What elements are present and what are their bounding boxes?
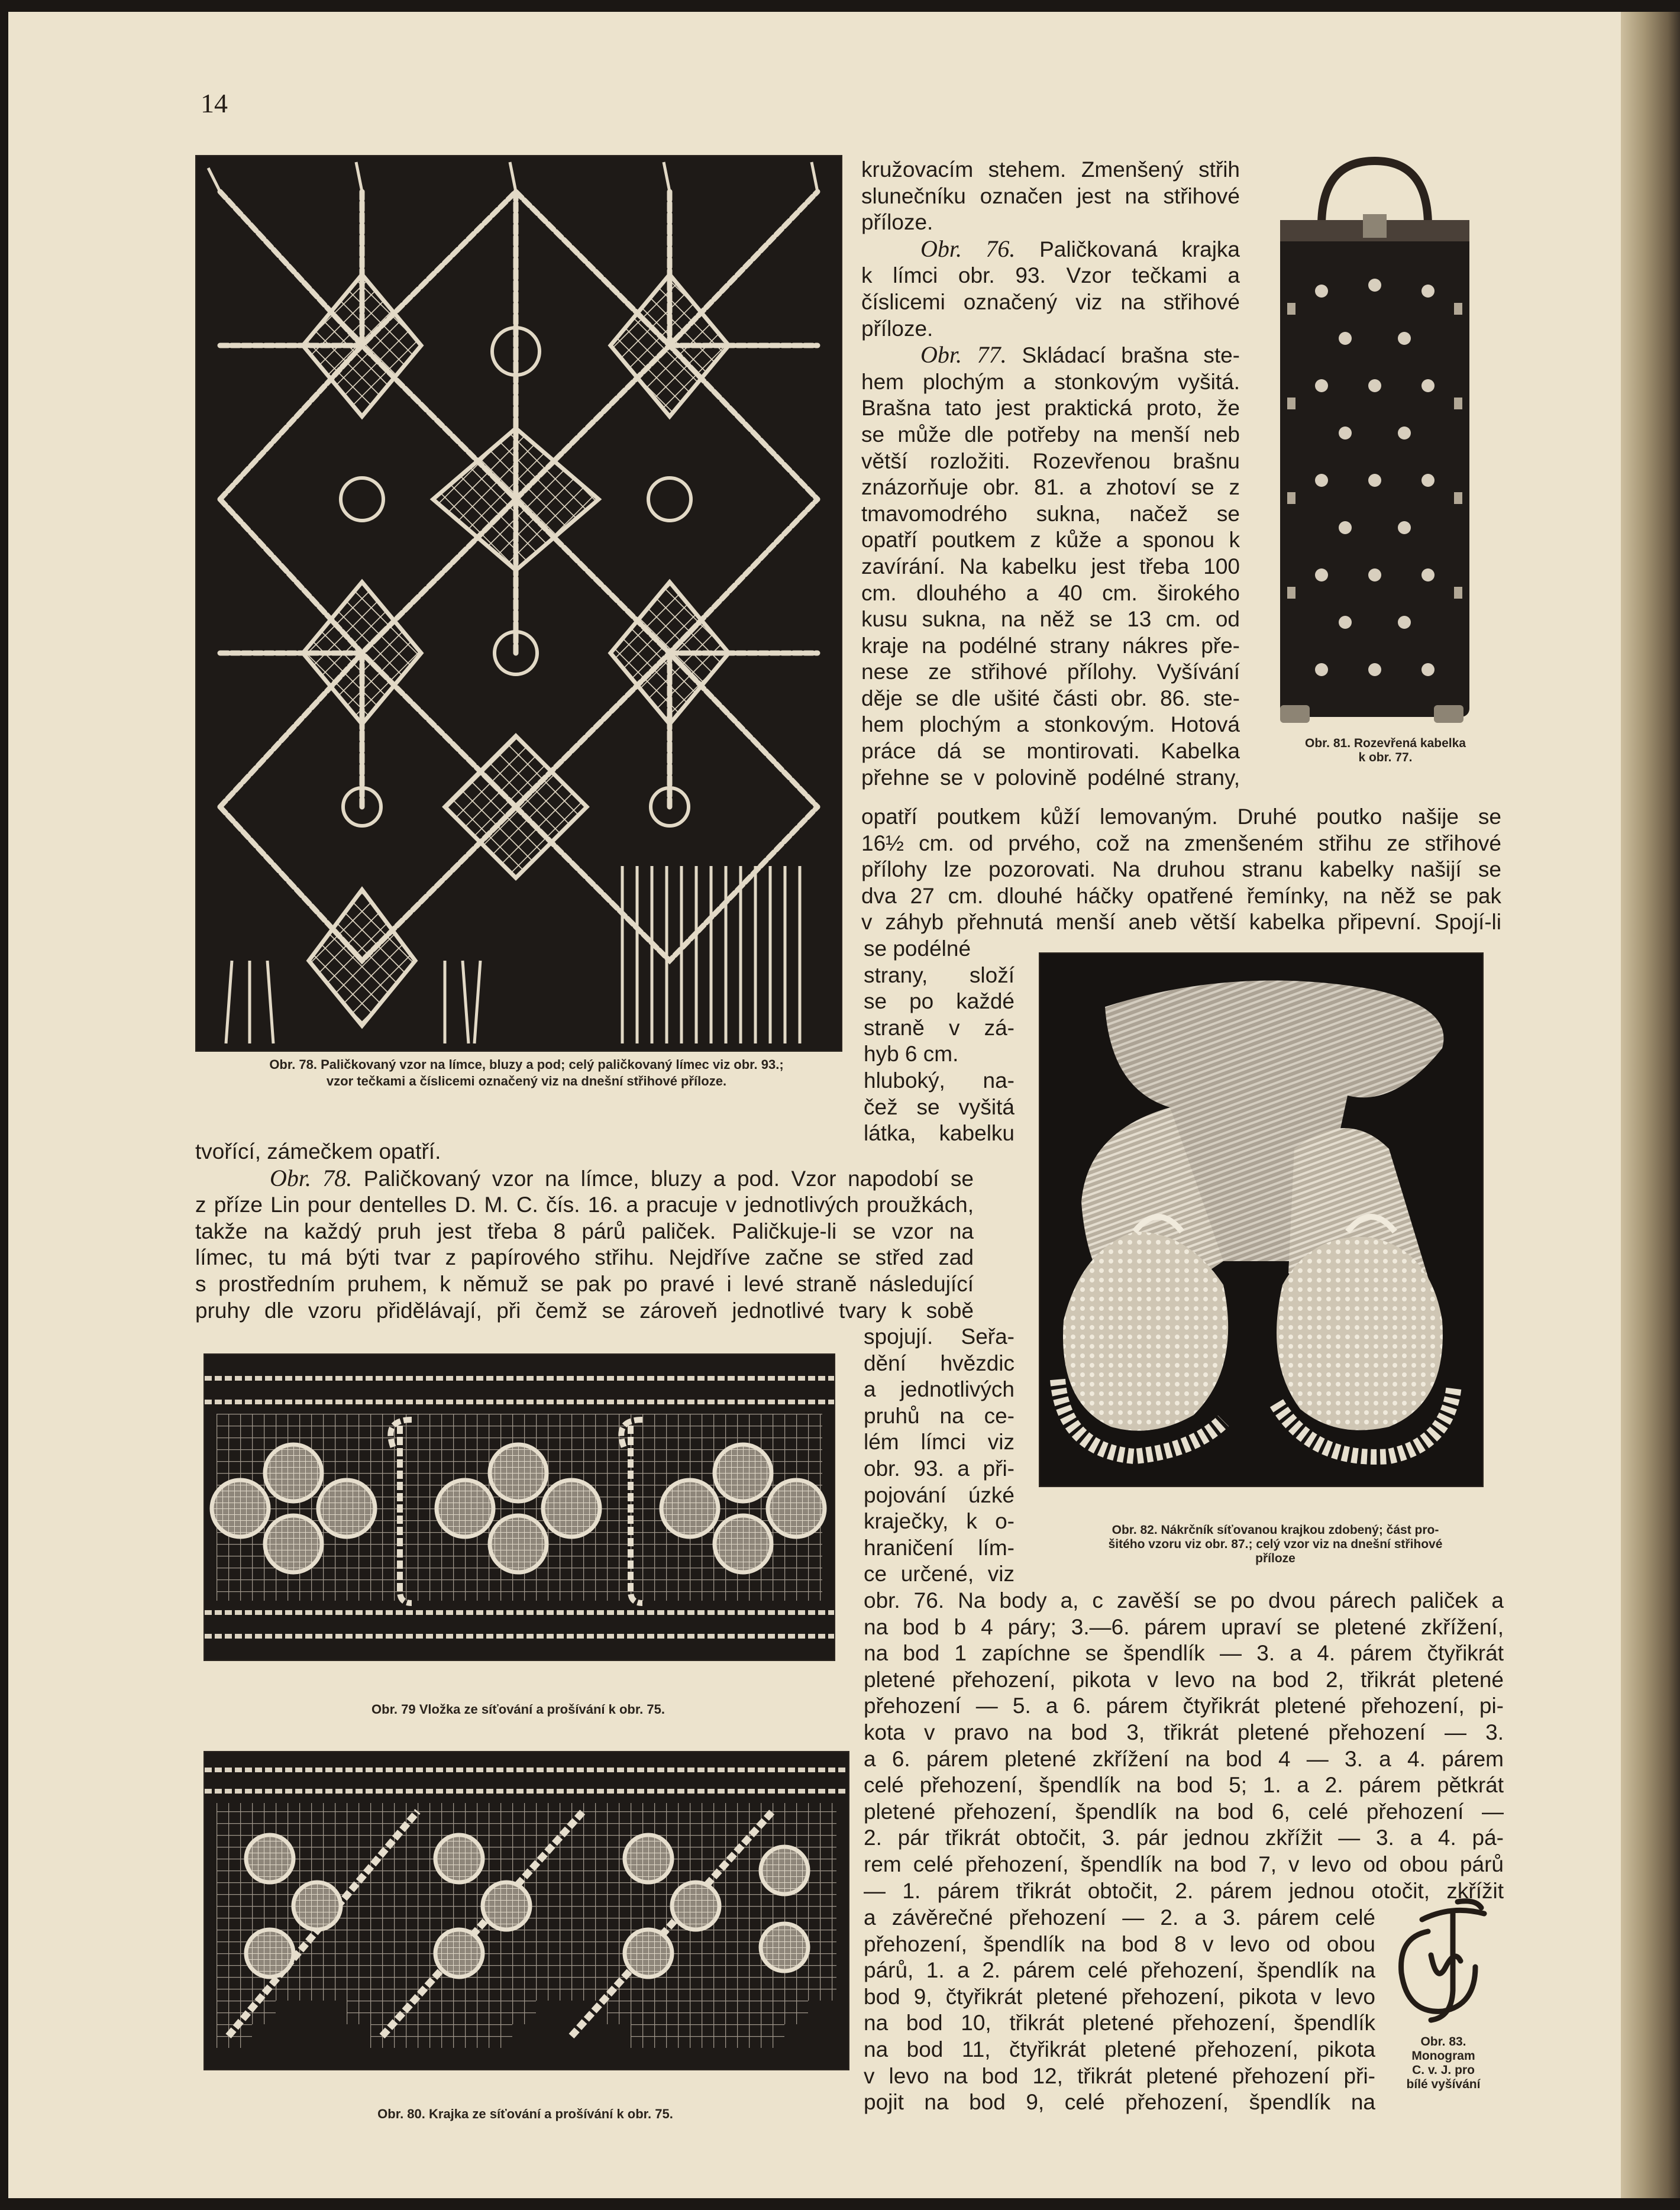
text-line: v levo na bod 12, třikrát pletené přehození při- — [864, 2063, 1375, 2088]
monogram-illustration — [1387, 1896, 1499, 2032]
caption-line: Obr. 83. — [1420, 2035, 1466, 2049]
text-line: na bod b 4 páry; 3.—6. párem upraví se pletené zkřížení, — [864, 1614, 1504, 1639]
text-line: se podélné — [864, 936, 971, 961]
text-line: hem plochým a stonkovým vyšitá. — [861, 369, 1240, 394]
caption-line: Monogram — [1411, 2049, 1475, 2063]
text-line: číslicemi označený viz na střihové — [861, 289, 1240, 314]
text-fragment: Skládací brašna ste- — [1022, 343, 1240, 368]
text-line: přehne se v polovině podélné strany, — [861, 765, 1240, 790]
text-line: hluboký, na- — [864, 1068, 1015, 1093]
bag-illustration — [1256, 149, 1487, 729]
text-line: a závěrečné přehození — 2. a 3. párem celé — [864, 1905, 1375, 1930]
text-line: pletené přehození, špendlík na bod 6, celé přehození — — [864, 1799, 1504, 1824]
text-line: na bod 10, třikrát pletené přehození, špendlík — [864, 2011, 1375, 2035]
caption-line: šitého vzoru viz obr. 87.; celý vzor viz na dnešní střihové — [1108, 1537, 1443, 1551]
caption-line: Obr. 79 Vložka ze síťování a prošívání k obr. 75. — [371, 1702, 665, 1717]
text-line: spojují. Seřa- — [864, 1324, 1015, 1349]
figure-reference: Obr. 76. — [920, 235, 1016, 262]
text-line: práce dá se montirovati. Kabelka — [861, 739, 1240, 764]
figure-80-lace-edging — [203, 1751, 849, 2070]
neckband-illustration — [1040, 954, 1482, 1486]
text-line: tvořící, zámečkem opatří. — [195, 1139, 441, 1164]
text-line: pojit na bod 9, celé přehození, špendlík na — [864, 2090, 1375, 2115]
text-line: pruhů na ce- — [864, 1403, 1015, 1428]
text-line: se může dle potřeby na menší neb — [861, 422, 1240, 447]
text-line: obr. 76. Na body a, c zavěší se po dvou párech paliček a — [864, 1588, 1504, 1613]
text-line: přílohy lze pozorovati. Na druhou stranu kabelky našijí se — [861, 857, 1501, 882]
text-wide-block-b — [864, 1588, 1504, 1904]
caption-line: Obr. 78. Paličkovaný vzor na límce, bluzy a pod; celý paličkovaný límec viz obr. 93.; — [269, 1057, 784, 1072]
caption-line: Obr. 80. Krajka ze síťování a prošívání k obr. 75. — [377, 2106, 673, 2121]
text-line: slunečníku označen jest na střihové — [861, 183, 1240, 208]
text-line: cm. dlouhého a 40 cm. širokého — [861, 580, 1240, 605]
text-line: nese ze střihové přílohy. Vyšívání — [861, 660, 1240, 684]
text-line: strany, složí — [864, 962, 1015, 987]
text-line: celé přehození, špendlík na bod 5; 1. a 2. párem pětkrát — [864, 1773, 1504, 1798]
text-line: z příze Lin pour dentelles D. M. C. čís. 16. a pracuje v jednotlivých proužkách, — [195, 1193, 974, 1217]
text-line: párů, 1. a 2. párem celé přehození, špendlík na — [864, 1958, 1375, 1983]
text-line: hem plochým a stonkovým. Hotová — [861, 712, 1240, 737]
text-line: znázorňuje obr. 81. a zhotoví se z — [861, 475, 1240, 500]
caption-obr-79 — [203, 1701, 833, 1718]
text-line: přehození — 5. a 6. párem čtyřikrát pletené přehození, pi- — [864, 1694, 1504, 1718]
text-line: kraje na podélné strany nákres pře- — [861, 633, 1240, 658]
text-line: lém límci viz — [864, 1430, 1015, 1455]
text-line: 16½ cm. od prvého, což na zmenšeném střihu ze střihové — [861, 831, 1501, 855]
text-line: látka, kabelku — [864, 1121, 1015, 1146]
caption-line: příloze — [1255, 1552, 1295, 1565]
page-number: 14 — [201, 88, 228, 118]
text-line: bod 9, čtyřikrát pletené přehození, pikota v levo — [864, 1984, 1375, 2009]
caption-line: vzor tečkami a číslicemi označený viz na dnešní střihové příloze. — [326, 1074, 727, 1088]
text-line: přehození, špendlík na bod 8 v levo od obou — [864, 1931, 1375, 1956]
text-column-top — [861, 157, 1240, 791]
page-binding-edge — [1621, 12, 1680, 2198]
magazine-page — [8, 12, 1647, 2198]
caption-line: bílé vyšívání — [1406, 2077, 1481, 2091]
caption-obr-78 — [195, 1056, 858, 1090]
text-line: a 6. párem pletené zkřížení na bod 4 — 3. a 4. párem — [864, 1746, 1504, 1771]
figure-78-lace-pattern — [195, 155, 842, 1052]
text-line: kota v pravo na bod 3, třikrát pletené přehození — 3. — [864, 1720, 1504, 1744]
figure-reference: Obr. 77. — [920, 341, 1007, 369]
figure-reference: Obr. 78. — [270, 1164, 353, 1191]
text-line: tmavomodrého sukna, načež se — [861, 501, 1240, 526]
text-narrow-block-c — [864, 1905, 1375, 2116]
insertion-illustration — [205, 1355, 834, 1660]
text-line: dění hvězdic — [864, 1350, 1015, 1375]
text-line: v záhyb přehnutá menší aneb větší kabelka připevní. Spojí-li — [861, 910, 1501, 935]
text-line: pojování úzké — [864, 1482, 1015, 1507]
text-wide-block-a — [861, 804, 1501, 936]
caption-obr-83 — [1384, 2035, 1503, 2092]
text-line: větší rozložiti. Rozevřenou brašnu — [861, 448, 1240, 473]
text-line — [195, 1165, 974, 1193]
text-line: příloze. — [861, 316, 933, 341]
text-line: příloze. — [861, 210, 933, 235]
figure-83-monogram — [1387, 1896, 1499, 2032]
figure-79-insertion — [203, 1353, 835, 1661]
text-line: a jednotlivých — [864, 1377, 1015, 1402]
figure-82-neckband — [1039, 952, 1484, 1487]
text-left-block — [195, 1139, 974, 1324]
text-line: se po každé — [864, 989, 1015, 1014]
text-line: děje se dle ušité části obr. 86. ste- — [861, 686, 1240, 710]
text-line — [861, 236, 1240, 263]
lace-pattern-illustration — [196, 156, 841, 1051]
caption-obr-82 — [1045, 1523, 1506, 1566]
text-line: opatří poutkem kůží lemovaným. Druhé poutko našije se — [861, 804, 1501, 829]
text-fragment: Paličkovaný vzor na límce, bluzy a pod. Vzor napodobí se — [363, 1166, 974, 1191]
caption-line: C. v. J. pro — [1412, 2063, 1475, 2077]
text-line: takže na každý pruh jest třeba 8 párů paliček. Paličkuje-li se vzor na — [195, 1219, 974, 1243]
text-line: obr. 93. a při- — [864, 1456, 1015, 1481]
text-line: límec, tu má býti tvar z papírového střihu. Nejdříve začne se střed zad — [195, 1245, 974, 1270]
text-line: čež se vyšitá — [864, 1094, 1015, 1119]
caption-obr-80 — [203, 2106, 847, 2122]
text-line: kusu sukna, na něž se 13 cm. od — [861, 607, 1240, 632]
text-line: kružovacím stehem. Zmenšený střih — [861, 157, 1240, 182]
text-line: k límci obr. 93. Vzor tečkami a — [861, 263, 1240, 288]
caption-line: k obr. 77. — [1358, 751, 1413, 764]
text-line: na bod 1 zapíchne se špendlík — 3. a 4. párem čtyřikrát — [864, 1641, 1504, 1666]
text-line: rem celé přehození, špendlík na bod 7, v levo od obou párů — [864, 1852, 1504, 1876]
figure-81-opened-bag — [1256, 149, 1487, 729]
text-narrow-block-a — [864, 936, 1015, 1147]
text-line: na bod 11, čtyřikrát pletené přehození, pikota — [864, 2037, 1375, 2062]
text-line: — 1. párem třikrát obtočit, 2. párem jednou otočit, zkřížit — [864, 1878, 1504, 1903]
text-line: s prostředním pruhem, k němuž se pak po pravé i levé straně následující — [195, 1271, 974, 1296]
text-line: pletené přehození, pikota v levo na bod 2, třikrát pletené — [864, 1667, 1504, 1692]
text-line: straně v zá- — [864, 1015, 1015, 1040]
caption-line: Obr. 81. Rozevřená kabelka — [1305, 736, 1466, 750]
text-line: Brašna tato jest praktická proto, že — [861, 396, 1240, 421]
text-line: pruhy dle vzoru přidělávají, při čemž se zároveň jednotlivé tvary k sobě — [195, 1298, 974, 1323]
text-line: zavírání. Na kabelku jest třeba 100 — [861, 554, 1240, 579]
text-line: dva 27 cm. dlouhé háčky opatřené řemínky, na něž se pak — [861, 883, 1501, 908]
text-line — [861, 342, 1240, 369]
caption-line: Obr. 82. Nákrčník síťovanou krajkou zdobený; část pro- — [1112, 1523, 1439, 1537]
text-narrow-block-b — [864, 1324, 1015, 1588]
text-line: hraničení lím- — [864, 1535, 1015, 1560]
text-line: 2. pár třikrát obtočit, 3. pár jednou zkřížit — 3. a 4. pá- — [864, 1825, 1504, 1850]
text-line: kraječky, k o- — [864, 1509, 1015, 1534]
text-fragment: Paličkovaná krajka — [1039, 237, 1240, 261]
text-line: opatří poutkem z kůže a sponou k — [861, 528, 1240, 552]
text-line: ce určené, viz — [864, 1562, 1015, 1587]
caption-obr-81 — [1267, 736, 1504, 765]
text-line: hyb 6 cm. — [864, 1042, 959, 1067]
edging-illustration — [205, 1752, 848, 2069]
